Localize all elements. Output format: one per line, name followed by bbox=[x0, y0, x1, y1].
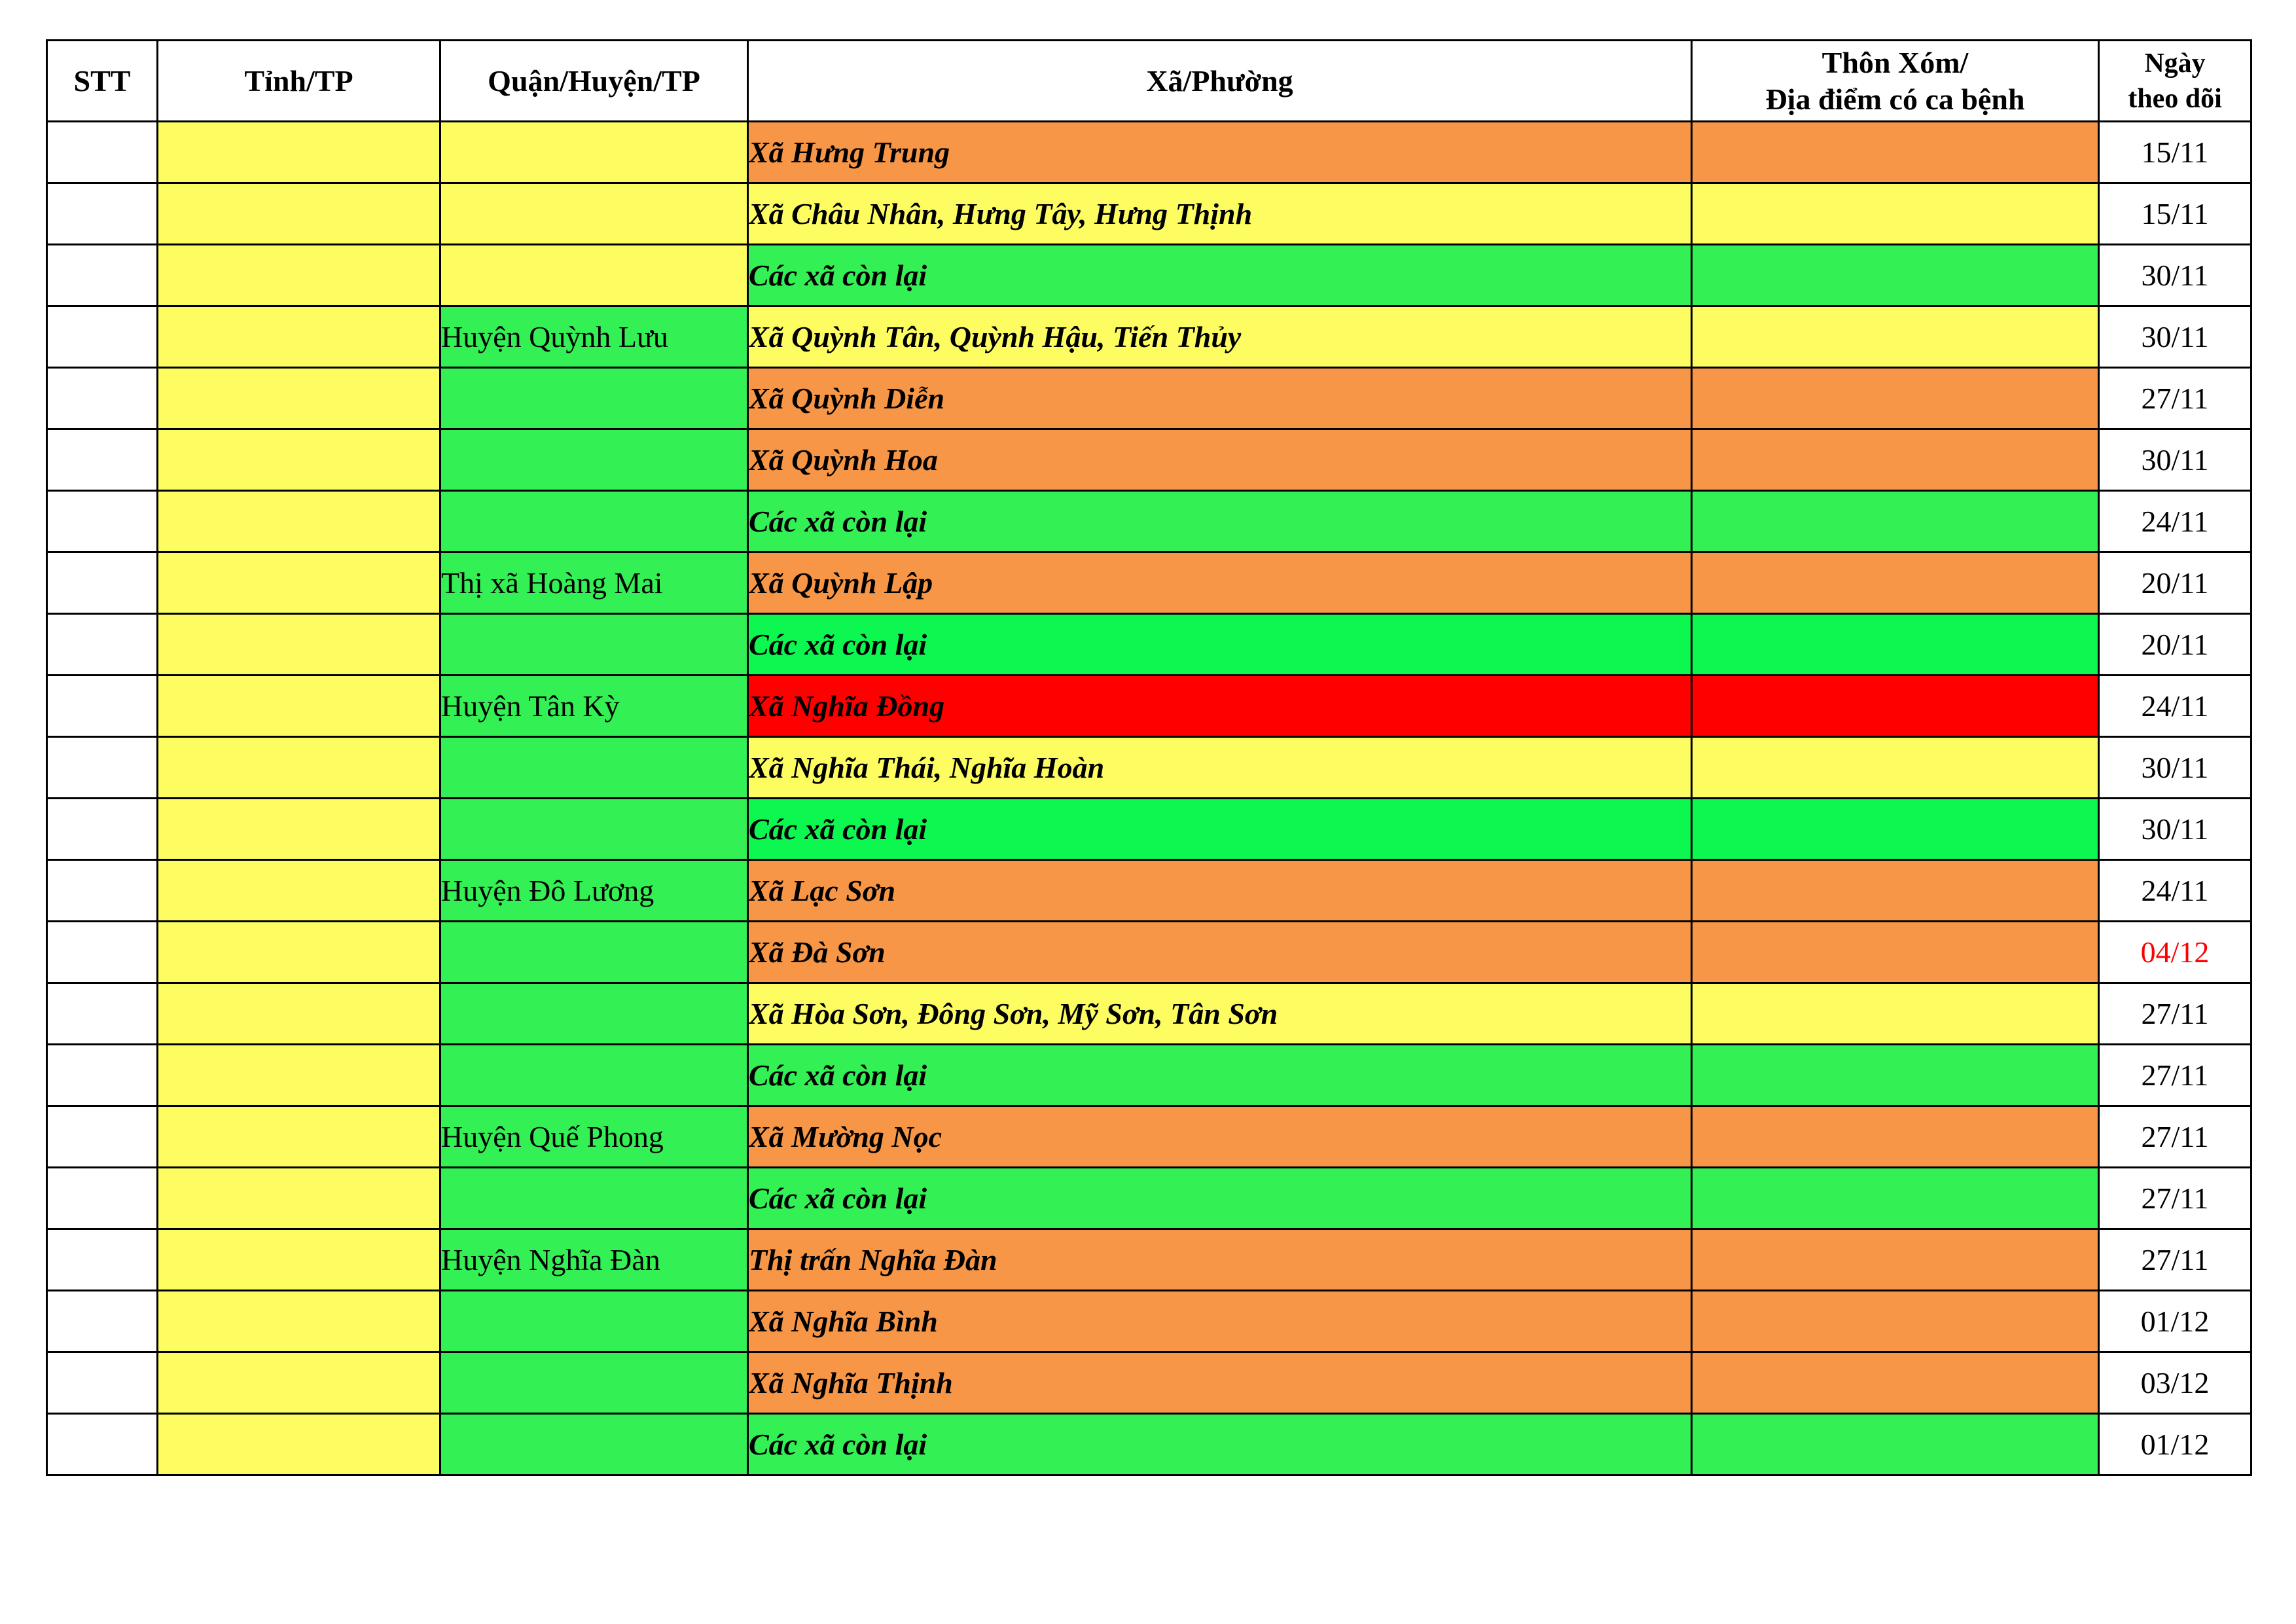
table-header bbox=[47, 41, 2251, 122]
stt-cell bbox=[47, 306, 158, 368]
village-cell bbox=[1692, 1168, 2099, 1229]
district-cell bbox=[440, 983, 748, 1045]
district-cell: Thị xã Hoàng Mai bbox=[440, 552, 748, 614]
village-cell bbox=[1692, 1291, 2099, 1352]
ward-cell: Các xã còn lại bbox=[748, 1414, 1692, 1475]
district-cell bbox=[440, 1168, 748, 1229]
ward-cell: Các xã còn lại bbox=[748, 245, 1692, 306]
stt-cell bbox=[47, 860, 158, 922]
ward-cell: Xã Quỳnh Hoa bbox=[748, 429, 1692, 491]
header-date-line1: Ngày bbox=[2144, 48, 2206, 79]
village-cell bbox=[1692, 799, 2099, 860]
table-row bbox=[47, 491, 2251, 552]
district-cell bbox=[440, 1045, 748, 1106]
table-row bbox=[47, 860, 2251, 922]
province-cell bbox=[158, 1229, 440, 1291]
province-cell bbox=[158, 676, 440, 737]
village-cell bbox=[1692, 183, 2099, 245]
province-cell bbox=[158, 1291, 440, 1352]
header-date bbox=[2099, 41, 2251, 122]
stt-cell bbox=[47, 122, 158, 183]
district-cell bbox=[440, 183, 748, 245]
header-stt: STT bbox=[47, 41, 158, 122]
stt-cell bbox=[47, 1229, 158, 1291]
ward-cell: Xã Nghĩa Bình bbox=[748, 1291, 1692, 1352]
district-cell bbox=[440, 245, 748, 306]
district-cell: Huyện Quỳnh Lưu bbox=[440, 306, 748, 368]
follow-up-date-cell: 27/11 bbox=[2099, 983, 2251, 1045]
header-row bbox=[47, 41, 2251, 122]
follow-up-date-cell: 20/11 bbox=[2099, 552, 2251, 614]
follow-up-date-cell: 27/11 bbox=[2099, 1168, 2251, 1229]
stt-cell bbox=[47, 983, 158, 1045]
table-row bbox=[47, 614, 2251, 676]
table-row bbox=[47, 122, 2251, 183]
ward-cell: Xã Nghĩa Đồng bbox=[748, 676, 1692, 737]
table-row bbox=[47, 368, 2251, 429]
village-cell bbox=[1692, 737, 2099, 799]
province-cell bbox=[158, 737, 440, 799]
district-cell bbox=[440, 1352, 748, 1414]
stt-cell bbox=[47, 552, 158, 614]
table-row bbox=[47, 1045, 2251, 1106]
province-cell bbox=[158, 491, 440, 552]
follow-up-date-cell: 15/11 bbox=[2099, 183, 2251, 245]
follow-up-date-cell: 27/11 bbox=[2099, 1229, 2251, 1291]
province-cell bbox=[158, 1352, 440, 1414]
follow-up-date-cell: 04/12 bbox=[2099, 922, 2251, 983]
province-cell bbox=[158, 429, 440, 491]
province-cell bbox=[158, 122, 440, 183]
province-cell bbox=[158, 1414, 440, 1475]
province-cell bbox=[158, 552, 440, 614]
village-cell bbox=[1692, 306, 2099, 368]
district-cell bbox=[440, 614, 748, 676]
province-cell bbox=[158, 799, 440, 860]
header-village-line1: Thôn Xóm/ bbox=[1821, 45, 1969, 79]
village-cell bbox=[1692, 245, 2099, 306]
ward-cell: Xã Nghĩa Thịnh bbox=[748, 1352, 1692, 1414]
follow-up-date-cell: 27/11 bbox=[2099, 1106, 2251, 1168]
header-district: Quận/Huyện/TP bbox=[440, 41, 748, 122]
village-cell bbox=[1692, 1229, 2099, 1291]
village-cell bbox=[1692, 1414, 2099, 1475]
table-row bbox=[47, 1229, 2251, 1291]
ward-cell: Các xã còn lại bbox=[748, 799, 1692, 860]
table-row bbox=[47, 429, 2251, 491]
stt-cell bbox=[47, 245, 158, 306]
district-cell bbox=[440, 368, 748, 429]
province-cell bbox=[158, 983, 440, 1045]
district-cell bbox=[440, 491, 748, 552]
ward-cell: Các xã còn lại bbox=[748, 1168, 1692, 1229]
village-cell bbox=[1692, 614, 2099, 676]
village-cell bbox=[1692, 122, 2099, 183]
table-row bbox=[47, 183, 2251, 245]
stt-cell bbox=[47, 799, 158, 860]
province-cell bbox=[158, 368, 440, 429]
table-row bbox=[47, 1106, 2251, 1168]
stt-cell bbox=[47, 1106, 158, 1168]
ward-cell: Thị trấn Nghĩa Đàn bbox=[748, 1229, 1692, 1291]
stt-cell bbox=[47, 1352, 158, 1414]
district-cell: Huyện Tân Kỳ bbox=[440, 676, 748, 737]
follow-up-date-cell: 30/11 bbox=[2099, 799, 2251, 860]
table-row bbox=[47, 245, 2251, 306]
stt-cell bbox=[47, 1168, 158, 1229]
district-cell bbox=[440, 922, 748, 983]
stt-cell bbox=[47, 1414, 158, 1475]
follow-up-date-cell: 27/11 bbox=[2099, 1045, 2251, 1106]
ward-cell: Xã Châu Nhân, Hưng Tây, Hưng Thịnh bbox=[748, 183, 1692, 245]
village-cell bbox=[1692, 429, 2099, 491]
ward-cell: Xã Hòa Sơn, Đông Sơn, Mỹ Sơn, Tân Sơn bbox=[748, 983, 1692, 1045]
table-body bbox=[47, 122, 2251, 1475]
stt-cell bbox=[47, 922, 158, 983]
province-cell bbox=[158, 860, 440, 922]
province-cell bbox=[158, 1045, 440, 1106]
province-cell bbox=[158, 614, 440, 676]
province-cell bbox=[158, 306, 440, 368]
district-cell bbox=[440, 429, 748, 491]
stt-cell bbox=[47, 676, 158, 737]
province-cell bbox=[158, 245, 440, 306]
ward-cell: Xã Quỳnh Diễn bbox=[748, 368, 1692, 429]
ward-cell: Xã Đà Sơn bbox=[748, 922, 1692, 983]
stt-cell bbox=[47, 368, 158, 429]
follow-up-date-cell: 24/11 bbox=[2099, 491, 2251, 552]
header-village-line2: Địa điểm có ca bệnh bbox=[1765, 82, 2025, 116]
epidemic-risk-table bbox=[46, 39, 2252, 1476]
table-row bbox=[47, 676, 2251, 737]
follow-up-date-cell: 01/12 bbox=[2099, 1291, 2251, 1352]
table-row bbox=[47, 1291, 2251, 1352]
ward-cell: Xã Nghĩa Thái, Nghĩa Hoàn bbox=[748, 737, 1692, 799]
village-cell bbox=[1692, 922, 2099, 983]
table-row bbox=[47, 552, 2251, 614]
header-province: Tỉnh/TP bbox=[158, 41, 440, 122]
follow-up-date-cell: 30/11 bbox=[2099, 429, 2251, 491]
ward-cell: Xã Quỳnh Tân, Quỳnh Hậu, Tiến Thủy bbox=[748, 306, 1692, 368]
district-cell: Huyện Quế Phong bbox=[440, 1106, 748, 1168]
stt-cell bbox=[47, 429, 158, 491]
village-cell bbox=[1692, 1106, 2099, 1168]
follow-up-date-cell: 27/11 bbox=[2099, 368, 2251, 429]
table-row bbox=[47, 922, 2251, 983]
ward-cell: Xã Mường Nọc bbox=[748, 1106, 1692, 1168]
follow-up-date-cell: 24/11 bbox=[2099, 860, 2251, 922]
stt-cell bbox=[47, 183, 158, 245]
province-cell bbox=[158, 1168, 440, 1229]
village-cell bbox=[1692, 860, 2099, 922]
follow-up-date-cell: 03/12 bbox=[2099, 1352, 2251, 1414]
province-cell bbox=[158, 1106, 440, 1168]
stt-cell bbox=[47, 1291, 158, 1352]
village-cell bbox=[1692, 368, 2099, 429]
province-cell bbox=[158, 183, 440, 245]
table-row bbox=[47, 1352, 2251, 1414]
table-row bbox=[47, 1414, 2251, 1475]
table-row bbox=[47, 1168, 2251, 1229]
follow-up-date-cell: 24/11 bbox=[2099, 676, 2251, 737]
table-row bbox=[47, 737, 2251, 799]
district-cell bbox=[440, 1414, 748, 1475]
village-cell bbox=[1692, 1045, 2099, 1106]
ward-cell: Xã Quỳnh Lập bbox=[748, 552, 1692, 614]
table-row bbox=[47, 799, 2251, 860]
follow-up-date-cell: 30/11 bbox=[2099, 306, 2251, 368]
header-village bbox=[1692, 41, 2099, 122]
district-cell bbox=[440, 737, 748, 799]
follow-up-date-cell: 01/12 bbox=[2099, 1414, 2251, 1475]
follow-up-date-cell: 30/11 bbox=[2099, 245, 2251, 306]
header-date-line2: theo dõi bbox=[2128, 83, 2222, 114]
district-cell bbox=[440, 1291, 748, 1352]
village-cell bbox=[1692, 676, 2099, 737]
ward-cell: Xã Lạc Sơn bbox=[748, 860, 1692, 922]
district-cell bbox=[440, 799, 748, 860]
ward-cell: Các xã còn lại bbox=[748, 491, 1692, 552]
ward-cell: Xã Hưng Trung bbox=[748, 122, 1692, 183]
stt-cell bbox=[47, 491, 158, 552]
village-cell bbox=[1692, 491, 2099, 552]
table-row bbox=[47, 306, 2251, 368]
district-cell bbox=[440, 122, 748, 183]
ward-cell: Các xã còn lại bbox=[748, 614, 1692, 676]
table-row bbox=[47, 983, 2251, 1045]
follow-up-date-cell: 30/11 bbox=[2099, 737, 2251, 799]
village-cell bbox=[1692, 1352, 2099, 1414]
follow-up-date-cell: 20/11 bbox=[2099, 614, 2251, 676]
province-cell bbox=[158, 922, 440, 983]
village-cell bbox=[1692, 983, 2099, 1045]
header-ward: Xã/Phường bbox=[748, 41, 1692, 122]
district-cell: Huyện Nghĩa Đàn bbox=[440, 1229, 748, 1291]
follow-up-date-cell: 15/11 bbox=[2099, 122, 2251, 183]
stt-cell bbox=[47, 737, 158, 799]
ward-cell: Các xã còn lại bbox=[748, 1045, 1692, 1106]
district-cell: Huyện Đô Lương bbox=[440, 860, 748, 922]
village-cell bbox=[1692, 552, 2099, 614]
stt-cell bbox=[47, 614, 158, 676]
stt-cell bbox=[47, 1045, 158, 1106]
